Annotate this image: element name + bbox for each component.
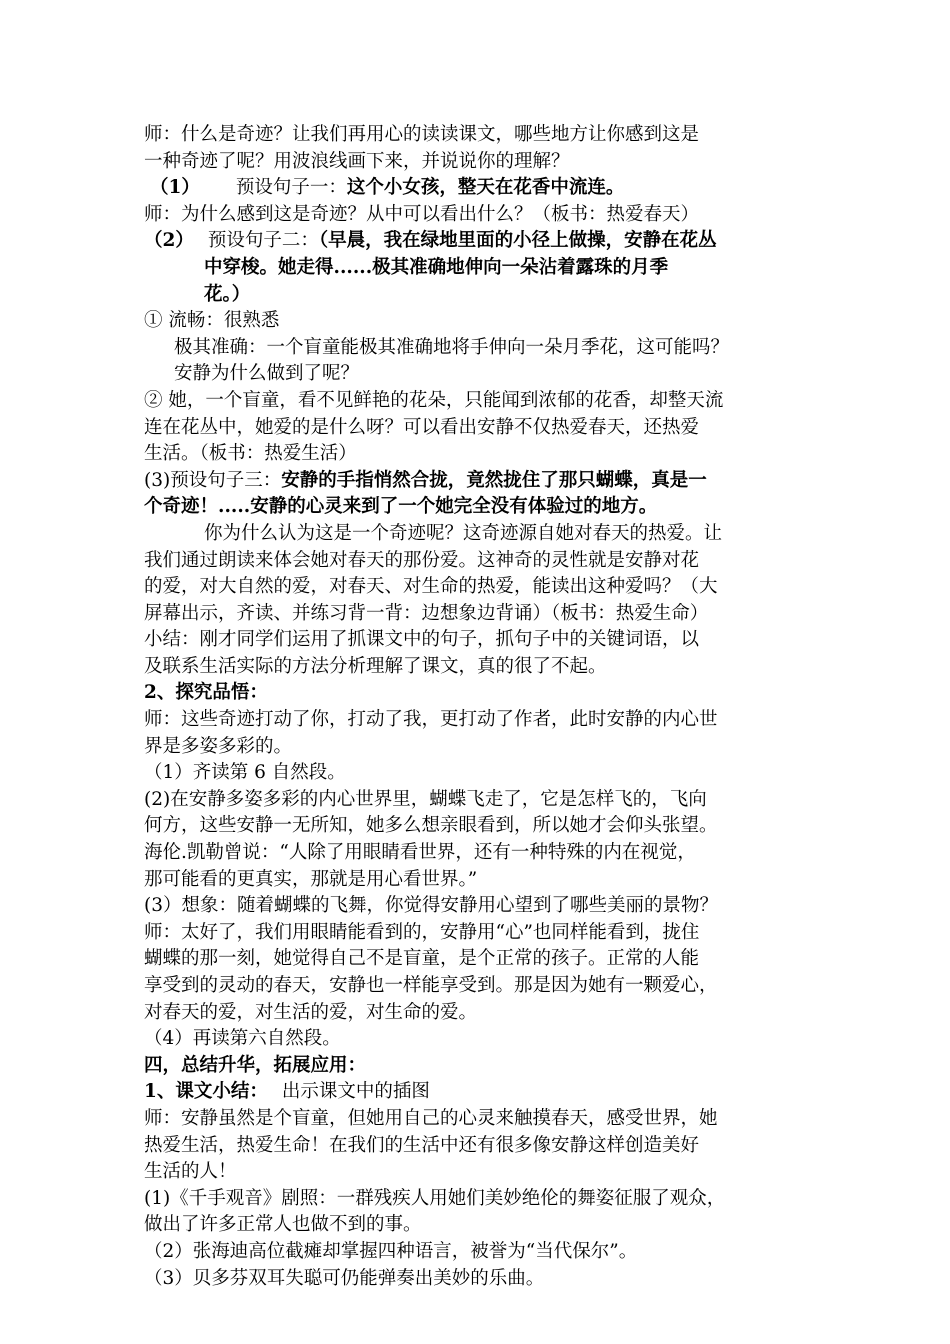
paragraph-line: 小结：刚才同学们运用了抓课文中的句子，抓句子中的关键词语，以: [144, 629, 700, 651]
item-number: （1）: [150, 177, 200, 199]
paragraph-line: （3）贝多芬双耳失聪可仍能弹奏出美妙的乐曲。: [144, 1267, 545, 1289]
paragraph-line: 我们通过朗读来体会她对春天的那份爱。这神奇的灵性就是安静对花: [144, 549, 700, 571]
paragraph-line: 界是多姿多彩的。: [144, 735, 293, 757]
paragraph-line: 生活的人！: [144, 1161, 237, 1183]
section-heading: 2、探究品悟：: [144, 682, 268, 704]
paragraph-line: 做出了许多正常人也做不到的事。: [144, 1214, 422, 1236]
quoted-sentence: 个奇迹！.....安静的心灵来到了一个她完全没有体验过的地方。: [144, 496, 658, 518]
item-number: （2）: [144, 230, 194, 252]
paragraph-line: ② 她，一个盲童，看不见鲜艳的花朵，只能闻到浓郁的花香，却整天流: [144, 389, 724, 411]
section-heading: 四，总结升华，拓展应用：: [144, 1054, 367, 1076]
paragraph-line: (1)《千手观音》剧照：一群残疾人用她们美妙绝伦的舞姿征服了观众，: [144, 1187, 726, 1209]
quoted-sentence: 安静的手指悄然合拢，竟然拢住了那只蝴蝶，真是一: [281, 469, 707, 491]
lesson-summary: [144, 1079, 816, 1106]
quoted-sentence: 中穿梭。她走得......极其准确地伸向一朵沾着露珠的月季: [204, 256, 669, 278]
paragraph-line: 极其准确：一个盲童能极其准确地将手伸向一朵月季花，这可能吗？: [174, 336, 730, 358]
paragraph-line: 师：太好了，我们用眼睛能看到的，安静用“心”也同样能看到，拢住: [144, 921, 700, 943]
subsection-heading: 1、课文小结：: [144, 1081, 268, 1103]
paragraph-line: 何方，这些安静一无所知，她多么想亲眼看到，所以她才会仰头张望。: [144, 815, 718, 837]
paragraph-text: 出示课文中的插图: [281, 1081, 430, 1103]
paragraph-line: (2)在安静多姿多彩的内心世界里，蝴蝶飞走了，它是怎样飞的，飞向: [144, 788, 707, 810]
paragraph-line: 热爱生活，热爱生命！在我们的生活中还有很多像安静这样创造美好: [144, 1134, 700, 1156]
paragraph-line: 对春天的爱，对生活的爱，对生命的爱。: [144, 1001, 478, 1023]
paragraph-line: 安静为什么做到了呢？: [174, 363, 360, 385]
preset-sentence-2: [144, 228, 816, 255]
document-body: [144, 122, 816, 1292]
paragraph-line: (3）想象：随着蝴蝶的飞舞，你觉得安静用心望到了哪些美丽的景物？: [144, 895, 718, 917]
paragraph-line: 享受到的灵动的春天，安静也一样能享受到。那是因为她有一颗爱心，: [144, 975, 718, 996]
paragraph-line: 师：安静虽然是个盲童，但她用自己的心灵来触摸春天，感受世界，她: [144, 1107, 718, 1129]
paragraph-line: 师：这些奇迹打动了你，打动了我，更打动了作者，此时安静的内心世: [144, 709, 718, 731]
paragraph-line: 一种奇迹了呢？用波浪线画下来，并说说你的理解？: [144, 150, 570, 172]
paragraph-line: 那可能看的更真实，那就是用心看世界。”: [144, 868, 478, 890]
paragraph-line: （1）齐读第 6 自然段。: [144, 762, 346, 784]
paragraph-line: 屏幕出示，齐读、并练习背一背：边想象边背诵）（板书：热爱生命）: [144, 602, 709, 624]
quoted-sentence: 花。）: [204, 283, 251, 305]
paragraph-line: （4）再读第六自然段。: [144, 1028, 341, 1050]
paragraph-line: 师：什么是奇迹？让我们再用心的读读课文，哪些地方让你感到这是: [144, 124, 700, 145]
preset-label: 预设句子一：: [235, 177, 347, 199]
paragraph-line: 海伦.凯勒曾说：“人除了用眼睛看世界，还有一种特殊的内在视觉，: [144, 842, 696, 864]
paragraph-line: 的爱，对大自然的爱，对春天、对生命的热爱，能读出这种爱吗？（大: [144, 576, 718, 598]
paragraph-line: 生活。（板书：热爱生活）: [144, 443, 357, 465]
paragraph-line: （2）张海迪高位截瘫却掌握四种语言，被誉为“当代保尔”。: [144, 1240, 638, 1262]
paragraph-line: ① 流畅：很熟悉: [144, 310, 280, 332]
preset-label: 预设句子二：: [207, 230, 319, 252]
paragraph-line: 蝴蝶的那一刻，她觉得自己不是盲童，是个正常的孩子。正常的人能: [144, 948, 700, 970]
quoted-sentence: （早晨，我在绿地里面的小径上做操，安静在花丛: [318, 230, 717, 252]
preset-sentence-3: [144, 468, 816, 495]
quoted-sentence: 这个小女孩，整天在花香中流连。: [346, 177, 625, 199]
preset-label: (3)预设句子三：: [144, 469, 282, 491]
paragraph-line: 连在花丛中，她爱的是什么呀？可以看出安静不仅热爱春天，还热爱: [144, 416, 700, 438]
paragraph-line: 你为什么认为这是一个奇迹呢？这奇迹源自她对春天的热爱。让: [204, 522, 723, 544]
preset-sentence-1: [144, 175, 816, 202]
paragraph-line: 师：为什么感到这是奇迹？从中可以看出什么？（板书：热爱春天）: [144, 203, 700, 225]
paragraph-line: 及联系生活实际的方法分析理解了课文，真的很了不起。: [144, 655, 607, 677]
